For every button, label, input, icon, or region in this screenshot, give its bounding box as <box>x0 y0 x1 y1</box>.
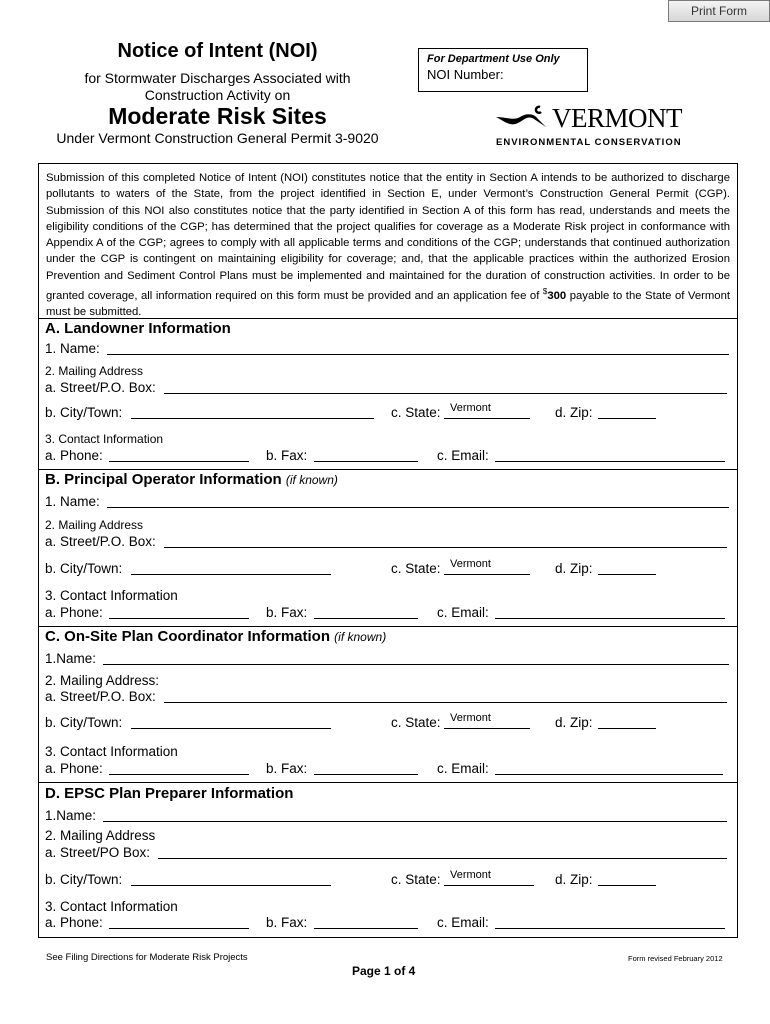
filing-directions-note: See Filing Directions for Moderate Risk Projects <box>46 952 248 963</box>
section-c-state-label: c. State: <box>391 715 441 730</box>
section-b-phone-field[interactable] <box>109 605 249 619</box>
page-number: Page 1 of 4 <box>352 964 416 978</box>
intro-notice-text: Submission of this completed Notice of Intent (NOI) constitutes notice that the entity in Section A intends to be authorized to discharge pollutants to waters of the State, from the project identified in Section E, under Vermont’s Construction General Permit (CGP). Submission of this NOI also constitutes notice that the party identified in Section A of this form has read, understands and meets the eligibility conditions of the CGP; has determined that the project qualifies for coverage as a Moderate Risk project in conformance with Appendix A of the CGP; agrees to comply with all applicable terms and conditions of the CGP; understands that continued authorization under the CGP is contingent on maintaining eligibility for coverage; and, that the applicable practices within the authorized Erosion Prevention and Sediment Control Plans must be implemented and maintained for the duration of construction activities. In order to be granted coverage, all information required on this form must be provided and an application fee of $300 payable to the State of Vermont must be submitted. <box>46 172 730 319</box>
section-c-title: C. On-Site Plan Coordinator Information (if known) <box>45 628 387 645</box>
form-subtitle-line1: for Stormwater Discharges Associated with <box>84 70 351 86</box>
form-title: Notice of Intent (NOI) <box>117 40 318 62</box>
section-a-email-field[interactable] <box>495 448 725 462</box>
section-a-mailing-label: 2. Mailing Address <box>45 364 144 378</box>
section-d-phone-field[interactable] <box>109 915 249 929</box>
section-c-contact-label: 3. Contact Information <box>45 744 178 759</box>
section-c-state-value: Vermont <box>450 712 491 724</box>
section-b-city-field[interactable] <box>131 561 331 575</box>
section-a-fax-field[interactable] <box>314 448 418 462</box>
section-d-street-label: a. Street/PO Box: <box>45 845 151 860</box>
section-a-state-value: Vermont <box>450 402 491 414</box>
form-revision-date: Form revised February 2012 <box>628 954 723 963</box>
environmental-conservation-text: ENVIRONMENTAL CONSERVATION <box>496 137 682 148</box>
fee-amount: 300 <box>547 289 567 302</box>
section-b-if-known: (if known) <box>285 473 338 487</box>
section-b-email-label: c. Email: <box>437 605 489 620</box>
section-c-zip-field[interactable] <box>598 715 656 729</box>
section-d-fax-field[interactable] <box>314 915 418 929</box>
section-a-city-field[interactable] <box>131 405 374 419</box>
section-a-zip-label: d. Zip: <box>555 405 593 420</box>
section-c-email-field[interactable] <box>495 761 723 775</box>
section-b-title: B. Principal Operator Information (if known) <box>45 471 338 488</box>
section-c-city-label: b. City/Town: <box>45 715 123 730</box>
section-a-state-label: c. State: <box>391 405 441 420</box>
section-c-name-label: 1.Name: <box>45 651 97 666</box>
section-d-fax-label: b. Fax: <box>266 915 308 930</box>
section-b-mailing-label: 2. Mailing Address <box>45 518 144 532</box>
section-c-if-known: (if known) <box>334 630 387 644</box>
section-d-phone-label: a. Phone: <box>45 915 103 930</box>
section-c-phone-label: a. Phone: <box>45 761 103 776</box>
section-divider <box>38 469 738 470</box>
section-b-city-label: b. City/Town: <box>45 561 123 576</box>
section-c-street-label: a. Street/P.O. Box: <box>45 689 156 704</box>
section-b-street-field[interactable] <box>164 534 727 548</box>
section-a-street-label: a. Street/P.O. Box: <box>45 380 156 395</box>
section-b-street-label: a. Street/P.O. Box: <box>45 534 156 549</box>
form-subtitle-line2: Construction Activity on <box>144 87 291 103</box>
section-c-fax-label: b. Fax: <box>266 761 308 776</box>
section-divider <box>38 782 738 783</box>
section-b-name-field[interactable] <box>107 494 729 508</box>
section-c-city-field[interactable] <box>131 715 331 729</box>
section-d-state-label: c. State: <box>391 872 441 887</box>
section-a-fax-label: b. Fax: <box>266 448 308 463</box>
section-d-zip-label: d. Zip: <box>555 872 593 887</box>
risk-level-heading: Moderate Risk Sites <box>108 103 327 129</box>
print-form-button[interactable]: Print Form <box>668 0 770 22</box>
section-b-phone-label: a. Phone: <box>45 605 103 620</box>
section-d-zip-field[interactable] <box>598 872 656 886</box>
section-c-fax-field[interactable] <box>314 761 418 775</box>
section-c-name-field[interactable] <box>103 651 729 665</box>
section-d-street-field[interactable] <box>158 845 727 859</box>
section-c-email-label: c. Email: <box>437 761 489 776</box>
section-d-name-label: 1.Name: <box>45 808 97 823</box>
section-d-city-label: b. City/Town: <box>45 872 123 887</box>
section-a-contact-label: 3. Contact Information <box>45 432 164 446</box>
section-a-name-field[interactable] <box>107 341 729 355</box>
department-use-label: For Department Use Only <box>427 53 560 65</box>
section-a-zip-field[interactable] <box>598 405 656 419</box>
section-b-state-label: c. State: <box>391 561 441 576</box>
section-b-state-value: Vermont <box>450 558 491 570</box>
section-a-title: A. Landowner Information <box>45 320 231 337</box>
section-a-phone-field[interactable] <box>109 448 249 462</box>
permit-reference: Under Vermont Construction General Permit 3-9020 <box>56 130 379 146</box>
department-use-box <box>418 48 588 92</box>
section-d-name-field[interactable] <box>103 808 727 822</box>
section-divider <box>38 626 738 627</box>
section-b-zip-field[interactable] <box>598 561 656 575</box>
vermont-logo-icon <box>494 103 554 131</box>
section-d-city-field[interactable] <box>131 872 331 886</box>
section-b-zip-label: d. Zip: <box>555 561 593 576</box>
section-c-zip-label: d. Zip: <box>555 715 593 730</box>
section-c-street-field[interactable] <box>164 689 727 703</box>
section-d-email-field[interactable] <box>495 915 725 929</box>
section-d-email-label: c. Email: <box>437 915 489 930</box>
noi-number-label: NOI Number: <box>427 67 504 82</box>
vermont-logo-text: VERMONT <box>552 103 682 133</box>
section-b-fax-field[interactable] <box>314 605 418 619</box>
section-d-mailing-label: 2. Mailing Address <box>45 828 156 843</box>
section-c-mailing-label: 2. Mailing Address: <box>45 673 160 688</box>
section-b-name-label: 1. Name: <box>45 494 100 509</box>
section-a-email-label: c. Email: <box>437 448 489 463</box>
section-a-street-field[interactable] <box>164 380 727 394</box>
section-b-email-field[interactable] <box>495 605 725 619</box>
section-b-contact-label: 3. Contact Information <box>45 588 178 603</box>
section-d-state-value: Vermont <box>450 869 491 881</box>
intro-notice-box <box>38 163 738 319</box>
section-a-name-label: 1. Name: <box>45 341 100 356</box>
section-a-phone-label: a. Phone: <box>45 448 103 463</box>
fee-dollar-sign: $ <box>542 287 548 297</box>
section-d-title: D. EPSC Plan Preparer Information <box>45 785 294 802</box>
section-a-city-label: b. City/Town: <box>45 405 123 420</box>
section-b-fax-label: b. Fax: <box>266 605 308 620</box>
section-c-phone-field[interactable] <box>109 761 249 775</box>
section-d-contact-label: 3. Contact Information <box>45 899 178 914</box>
